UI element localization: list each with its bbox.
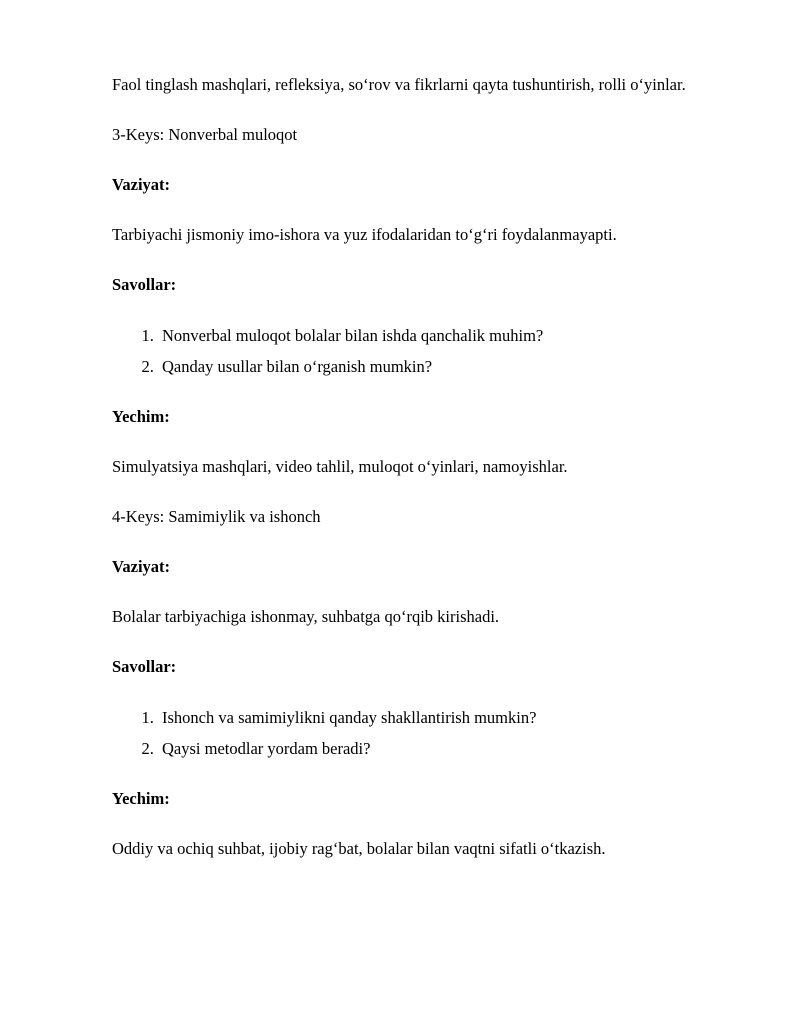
list-item: 2. Qaysi metodlar yordam beradi?: [158, 733, 712, 764]
case3-situation-text: Tarbiyachi jismoniy imo-ishora va yuz ifodalaridan to‘g‘ri foydalanmayapti.: [112, 225, 617, 244]
list-item: 1. Nonverbal muloqot bolalar bilan ishda qanchalik muhim?: [158, 320, 712, 351]
case3-solution-heading: Yechim:: [112, 407, 170, 426]
list-item: 1. Ishonch va samimiylikni qanday shakllantirish mumkin?: [158, 702, 712, 733]
case3-questions-heading: Savollar:: [112, 275, 177, 294]
intro-paragraph: Faol tinglash mashqlari, refleksiya, so‘rov va fikrlarni qayta tushuntirish, rolli o‘yinlar.: [112, 75, 686, 94]
case4-title: 4-Keys: Samimiylik va ishonch: [112, 507, 321, 526]
case4-questions-list: [112, 702, 712, 764]
list-item: 2. Qanday usullar bilan o‘rganish mumkin?: [158, 351, 712, 382]
case4-situation-heading: Vaziyat:: [112, 557, 171, 576]
case3-title: 3-Keys: Nonverbal muloqot: [112, 125, 298, 144]
case3-questions-list: [112, 320, 712, 382]
document-page: [112, 70, 712, 884]
case4-questions-heading: Savollar:: [112, 657, 177, 676]
case4-situation-text: Bolalar tarbiyachiga ishonmay, suhbatga qo‘rqib kirishadi.: [112, 607, 500, 626]
case4-solution-heading: Yechim:: [112, 789, 170, 808]
case3-solution-text: Simulyatsiya mashqlari, video tahlil, muloqot o‘yinlari, namoyishlar.: [112, 457, 568, 476]
case4-solution-text: Oddiy va ochiq suhbat, ijobiy rag‘bat, bolalar bilan vaqtni sifatli o‘tkazish.: [112, 839, 606, 858]
case3-situation-heading: Vaziyat:: [112, 175, 171, 194]
